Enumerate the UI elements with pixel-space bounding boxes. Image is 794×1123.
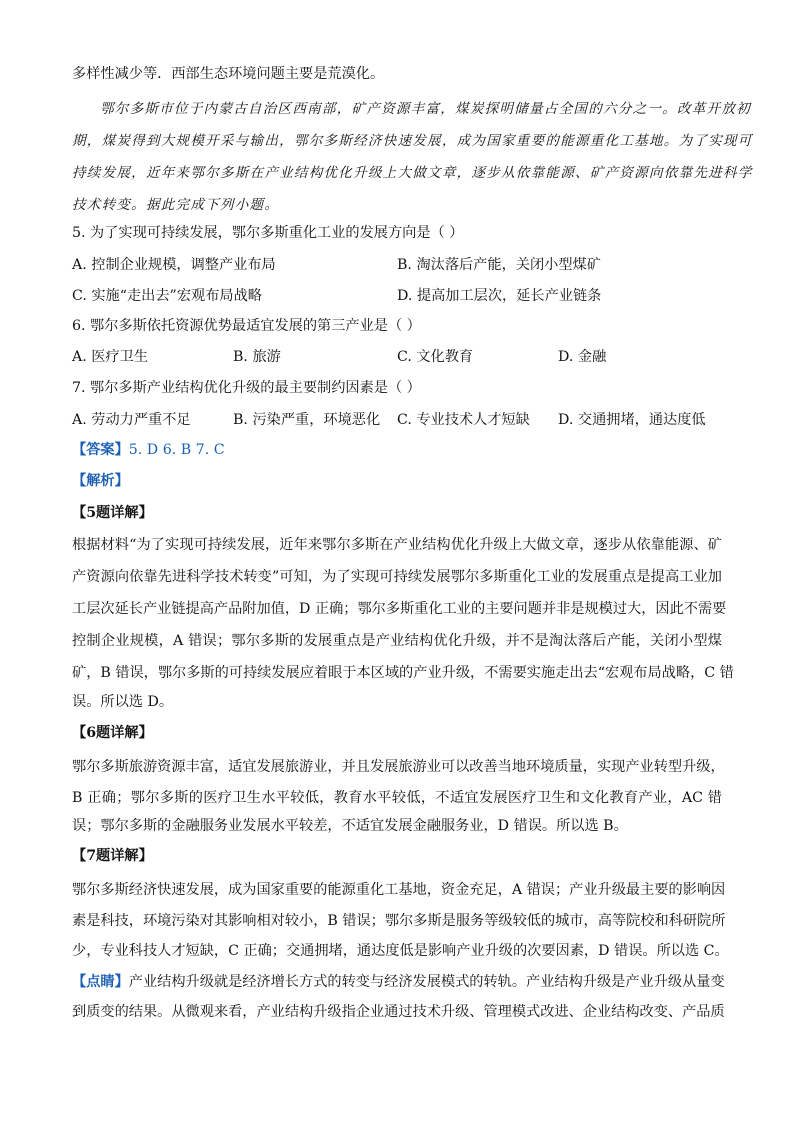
question-6-option-b: B. 旅游: [233, 349, 281, 365]
analysis-label: 【解析】: [72, 473, 129, 489]
detail-7-line-2: 素是科技，环境污染对其影响相对较小，B 错误；鄂尔多斯是服务等级较低的城市，高等院校和科研院所: [72, 913, 726, 929]
detail-6-line-3: 误；鄂尔多斯的金融服务业发展水平较差，不适宜发展金融服务业，D 错误。所以选 B。: [72, 818, 628, 834]
question-6-option-d: D. 金融: [558, 349, 607, 365]
question-6-option-c: C. 文化教育: [397, 349, 474, 365]
question-7-option-a: A. 劳动力严重不足: [72, 412, 191, 428]
material-line-1: 鄂尔多斯市位于内蒙古自治区西南部，矿产资源丰富，煤炭探明储量占全国的六分之一。改革开放初: [100, 101, 751, 117]
detail-5-heading: 【5题详解】: [72, 505, 153, 521]
intro-tail-text: 多样性减少等．西部生态环境问题主要是荒漠化。: [72, 66, 385, 82]
detail-5-line-3: 工层次延长产业链提高产品附加值，D 正确；鄂尔多斯重化工业的主要问题并非是规模过大，因此不需要: [72, 601, 727, 617]
detail-5-line-6: 误。所以选 D。: [72, 694, 174, 710]
question-7-stem: 7. 鄂尔多斯产业结构优化升级的最主要制约因素是（ ）: [72, 380, 421, 396]
detail-7-line-1: 鄂尔多斯经济快速发展，成为国家重要的能源重化工基地，资金充足，A 错误；产业升级最主要的影响因: [72, 882, 726, 898]
question-5-option-c: C. 实施“走出去”宏观布局战略: [72, 288, 262, 304]
material-line-3: 持续发展，近年来鄂尔多斯在产业结构优化升级上大做文章，逐步从依靠能源、矿产资源向依靠先进科学: [72, 165, 753, 181]
question-6-option-a: A. 医疗卫生: [72, 349, 149, 365]
tip-line-1: [72, 972, 725, 992]
tip-label: 【点睛】: [72, 974, 129, 990]
detail-7-heading: 【7题详解】: [72, 848, 153, 864]
answer-label: 【答案】: [72, 442, 129, 458]
detail-5-line-4: 控制企业规模，A 错误；鄂尔多斯的发展重点是产业结构优化升级，并不是淘汰落后产能，关闭小型煤: [72, 633, 722, 649]
detail-7-line-3: 少，专业科技人才短缺，C 正确；交通拥堵，通达度低是影响产业升级的次要因素，D 错误。所以选 C。: [72, 943, 729, 959]
detail-6-line-2: B 正确；鄂尔多斯的医疗卫生水平较低，教育水平较低，不适宜发展医疗卫生和文化教育产业，AC 错: [72, 790, 722, 806]
detail-6-heading: 【6题详解】: [72, 725, 153, 741]
answer-line: [72, 440, 225, 460]
question-7-option-b: B. 污染严重，环境恶化: [233, 412, 381, 428]
tip-text-1: 产业结构升级就是经济增长方式的转变与经济发展模式的转轨。产业结构升级是产业升级从量变: [128, 974, 725, 990]
material-line-4: 技术转变。据此完成下列小题。: [72, 197, 280, 213]
detail-6-line-1: 鄂尔多斯旅游资源丰富，适宜发展旅游业，并且发展旅游业可以改善当地环境质量，实现产业转型升级，: [72, 759, 725, 775]
question-5-option-d: D. 提高加工层次，延长产业链条: [397, 288, 602, 304]
answer-values: 5. D 6. B 7. C: [128, 442, 225, 458]
question-7-option-d: D. 交通拥堵，通达度低: [558, 412, 706, 428]
question-5-option-a: A. 控制企业规模，调整产业布局: [72, 257, 276, 273]
detail-5-line-1: 根据材料“为了实现可持续发展，近年来鄂尔多斯在产业结构优化升级上大做文章，逐步从依靠能源、矿: [72, 537, 722, 553]
tip-line-2: 到质变的结果。从微观来看，产业结构升级指企业通过技术升级、管理模式改进、企业结构改变、产品质: [72, 1004, 725, 1020]
material-line-2: 期，煤炭得到大规模开采与输出，鄂尔多斯经济快速发展，成为国家重要的能源重化工基地。为了实现可: [72, 133, 753, 149]
question-6-stem: 6. 鄂尔多斯依托资源优势最适宜发展的第三产业是（ ）: [72, 318, 421, 334]
analysis-heading: [72, 471, 129, 491]
question-5-stem: 5. 为了实现可持续发展，鄂尔多斯重化工业的发展方向是（ ）: [72, 225, 464, 241]
question-5-option-b: B. 淘汰落后产能，关闭小型煤矿: [397, 257, 601, 273]
question-7-option-c: C. 专业技术人才短缺: [397, 412, 530, 428]
detail-5-line-2: 产资源向依靠先进科学技术转变”可知，为了实现可持续发展鄂尔多斯重化工业的发展重点是提高工业加: [72, 569, 722, 585]
detail-5-line-5: 矿，B 错误，鄂尔多斯的可持续发展应着眼于本区域的产业升级，不需要实施走出去“宏观布局战略，C 错: [72, 665, 734, 681]
